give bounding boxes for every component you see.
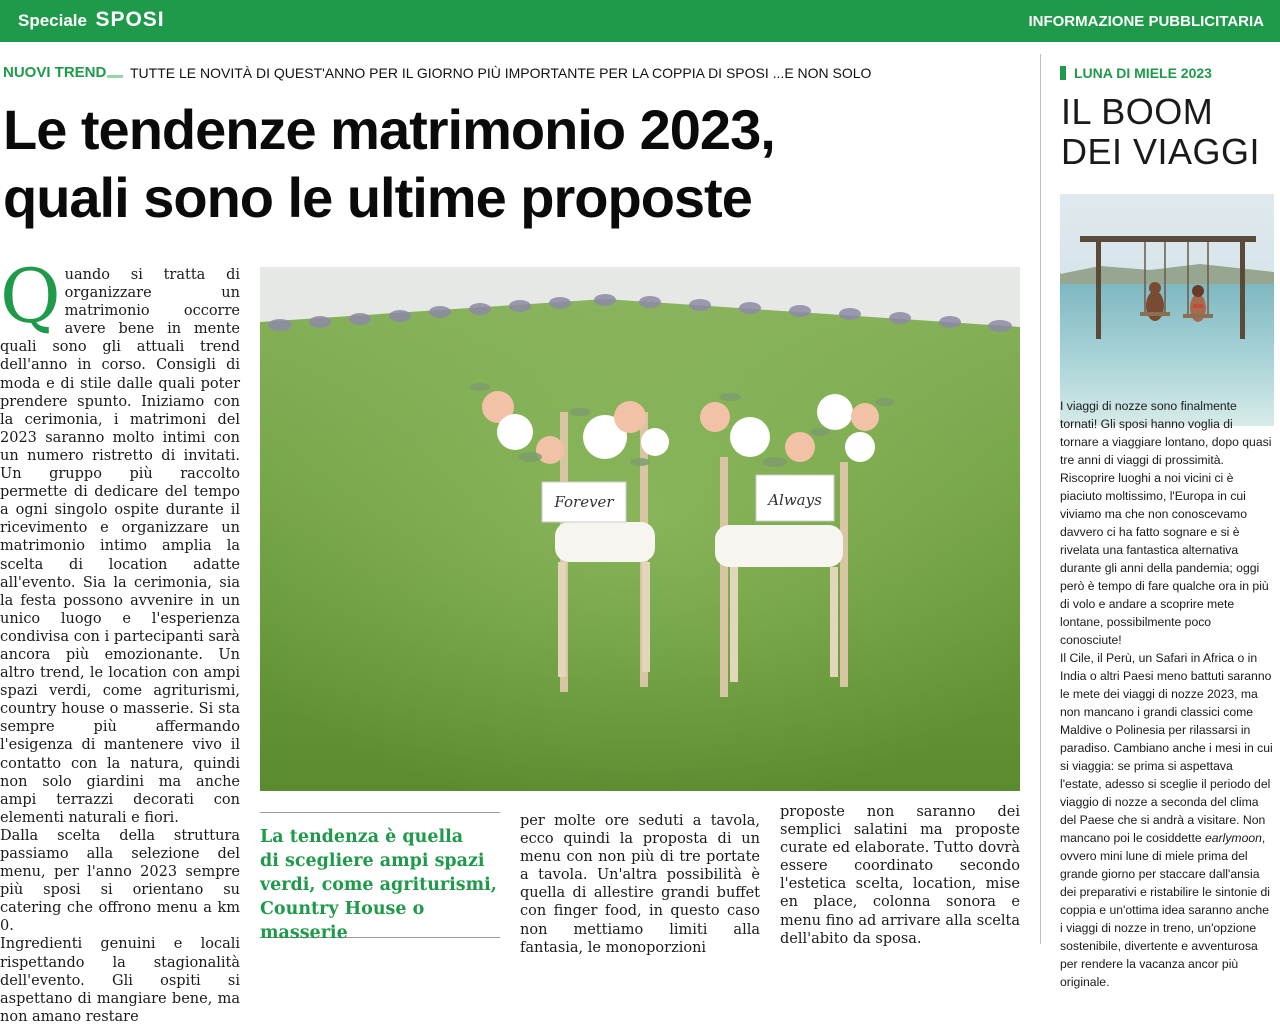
article-paragraph-2: Dalla scelta della struttura passiamo alla selezione del menu, per l'anno 2023 sempre più sposi si orientano su catering che offrono menu a km 0. [0,827,240,935]
pull-quote-line-2: di scegliere ampi spazi [260,851,485,871]
article-paragraph-4: per molte ore seduti a tavola, ecco quindi la proposta di un menu con non più di tre portate a tavola. Un'altra possibilità è quella di allestire grandi buffet con finger food, in questo caso non mettiamo limiti alla fantasia, le monoporzioni [520,813,760,956]
article-paragraph-3: Ingredienti genuini e locali rispettando la stagionalità dell'evento. Gli ospiti si aspettano di mangiare bene, ma non amano restare [0,936,240,1025]
sidebar-kicker [1060,65,1212,81]
section-sposi: SPOSI [95,8,165,31]
article-column-3 [520,812,760,956]
sidebar-title [1061,92,1275,172]
headline-line-2: quali sono le ultime proposte [3,166,752,229]
article-paragraph-5: proposte non saranno dei semplici salatini ma proposte curate ed elaborate. Tutto dovrà essere coordinato secondo l'estetica scelta, location, mise en place, colonna sonora e menu fino ad arrivare alla scelta dell'abito da sposa. [780,804,1020,947]
sidebar-honeymoon [1060,54,1274,989]
pull-quote-line-3: verdi, come agriturismi, [260,875,497,895]
sidebar-paragraph-1: I viaggi di nozze sono finalmente tornati! Gli sposi hanno voglia di tornare a viaggiare lontano, dopo quasi tre anni di viaggi di prossimità. Riscoprire luoghi a noi vicini ci è piaciuto moltissimo, l'Europa in cui viviamo ma che non conoscevamo davvero ci ha fatto sognare e si è rivelata una fantastica alternativa durante gli anni della pandemia; oggi però è tempo di fare qualche ora in più di volo e andare a scoprire mete lontane, possibilmente poco conosciute! [1060,399,1272,647]
article-column-4 [780,803,1020,947]
sidebar-paragraph-2: Il Cile, il Perù, un Safari in Africa o in India o altri Paesi meno battuti saranno le mete dei viaggi di nozze 2023, ma non mancano i grandi classici come Maldive o Polinesia per rilassarsi in paradiso. Cambiano anche i mesi in cui si viaggia: se prima si aspettava l'estate, adesso si sceglie il periodo del viaggio di nozze a seconda del clima del Paese che si andrà a visitare. Non mancano poi le cosiddette earlymoon, ovvero mini lune di miele prima del grande giorno per staccare dall'ansia dei preparativi e ristabilire le sintonie di coppia e un'ottima idea saranno anche i viaggi di nozze in treno, un'opzione sostenibile, divertente e avventurosa per rendere la vacanza ancor più originale. [1060,651,1273,989]
sidebar-title-line-2: DEI VIAGGI [1061,131,1261,172]
kicker-row [3,64,1023,84]
wedding-chairs-photo [260,267,1020,791]
kicker-separator [107,75,123,78]
headline-line-1: Le tendenze matrimonio 2023, [3,98,775,161]
kicker-text: TUTTE LE NOVITÀ DI QUEST'ANNO PER IL GIORNO PIÙ IMPORTANTE PER LA COPPIA DI SPOSI ...E NON SOLO [130,65,872,81]
article-paragraph-1: uando si tratta di organizzare un matrimonio occorre avere bene in mente quali sono gli attuali trend dell'anno in corso. Consigli di moda e di stile dalle quali poter prendere spunto. Iniziamo con la cerimonia, i matrimoni del 2023 saranno molto intimi con un numero ristretto di invitati. Un gruppo più raccolto permette di dedicare del tempo a ogni singolo ospite durante il ricevimento e organizzare un matrimonio intimo amplia la scelta di location adatte all'evento. Sia la cerimonia, sia la festa possono avvenire in un unico luogo e l'esperienza condivisa con i partecipanti sarà ancora più emozionante. Un altro trend, le location con ampi spazi verdi, come agriturismi, country house o masserie. Si sta sempre più affermando l'esigenza di mantenere vivo il contatto con la natura, quindi non solo giardini ma anche ampi terrazzi decorati con elementi naturali e fiori. [0,267,240,826]
sign-forever: Forever [554,493,614,511]
pull-quote-line-4: Country House o masserie [260,899,425,943]
kicker-label: NUOVI TREND [3,64,107,81]
sign-always: Always [768,491,822,509]
earlymoon-term: earlymoon [1205,831,1262,845]
pull-quote-line-1: La tendenza è quella [260,827,464,847]
pull-quote [260,812,500,943]
advertorial-label: INFORMAZIONE PUBBLICITARIA [1028,13,1264,30]
sidebar-body [1060,397,1274,991]
kicker-square-icon [1060,66,1066,80]
swing-beach-photo [1060,194,1274,426]
drop-cap: Q [0,254,61,340]
section-speciale: Speciale [18,11,87,30]
sidebar-kicker-text: LUNA DI MIELE 2023 [1074,65,1212,81]
top-banner [0,0,1280,42]
sidebar-title-line-1: IL BOOM [1061,91,1214,132]
page-title [3,96,1023,232]
section-label [18,8,165,32]
column-divider [1040,54,1041,944]
article-column-1 [0,254,240,1025]
